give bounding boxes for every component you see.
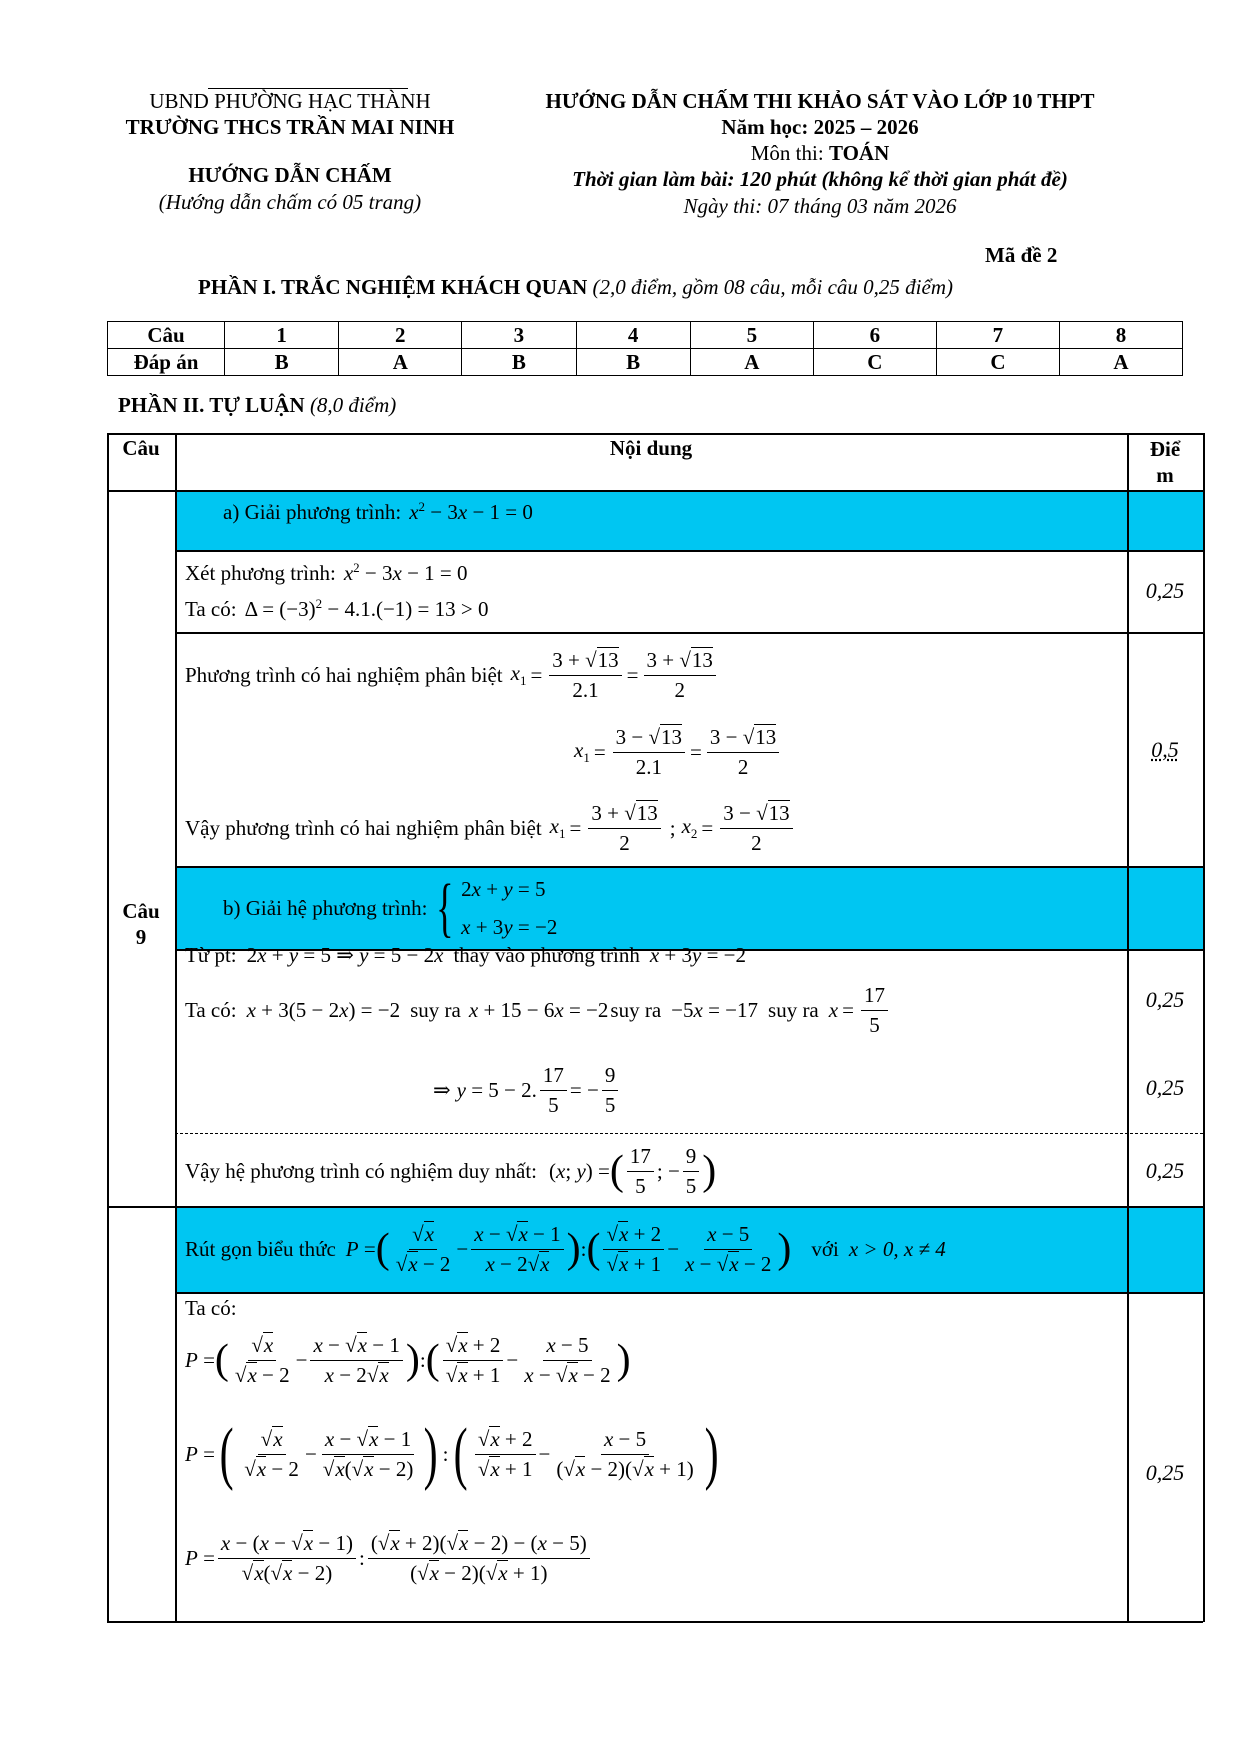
equals-sign: = (842, 997, 854, 1022)
part-b-line-4 (185, 1136, 716, 1206)
paren-icon: ) (704, 1415, 719, 1492)
part-a-line-3b (574, 714, 782, 790)
part-a-line-4-text: Vậy phương trình có hai nghiệm phân biệt (185, 815, 542, 840)
part-b-line-1 (185, 940, 746, 970)
answer-cell: A (339, 349, 462, 376)
guide-pages: (Hướng dẫn chấm có 05 trang) (158, 190, 422, 214)
equation: $x^2 - 3x - 1 = 0$ (343, 560, 468, 585)
score-a2: 0,5 (1151, 737, 1179, 762)
fraction: $\frac{√x}{√x - 2}$ (244, 1427, 299, 1481)
part-a-heading-text: a) Giải phương trình: (223, 499, 402, 524)
equation: x (828, 997, 839, 1022)
part-b-line-1-text-1: Từ pt: (185, 942, 237, 967)
fraction: $\frac{x - 5}{(√x - 2)(√x + 1)}$ (556, 1427, 694, 1481)
part2-title: PHẦN II. TỰ LUẬN (118, 393, 305, 417)
fraction: $\frac{√x + 2}{√x + 1}$ (603, 1220, 664, 1278)
minus-sign: − (456, 1236, 469, 1261)
equals-sign: = (626, 662, 639, 687)
equation: −5x = −17 (671, 997, 759, 1022)
equation: $\Delta = (-3)^2 - 4.1.(-1) = 13 > 0$ (244, 596, 489, 621)
fraction: $\frac{17}{5}$ (540, 1061, 567, 1119)
equals-sign: = (690, 739, 702, 764)
question-9-label-2: 9 (135, 925, 147, 949)
subject-value: TOÁN (828, 141, 890, 165)
answer-cell: C (813, 349, 936, 376)
minus-sign: − (506, 1347, 519, 1372)
fraction: $\frac{3 - √13}{2}$ (720, 799, 792, 857)
question-number: 6 (813, 322, 936, 349)
answer-table-header: Câu (108, 322, 225, 349)
answer-table-header: Đáp án (108, 349, 225, 376)
paren-icon: ) (424, 1415, 438, 1492)
col-header-cau: Câu (122, 436, 160, 460)
equation: P = (185, 1347, 215, 1372)
question-number: 5 (690, 322, 813, 349)
part-b-line-1-text-2: thay vào phương trình (453, 942, 640, 967)
equals-sign: = (701, 815, 714, 840)
fraction: $\frac{3 - √13}{2.1}$ (613, 723, 685, 781)
fraction: $\frac{√x}{√x - 2}$ (234, 1333, 290, 1387)
fraction: $\frac{9}{5}$ (602, 1061, 619, 1119)
implies-sign: ⇒ (433, 1077, 451, 1102)
paren-icon: ( (586, 1226, 601, 1272)
equation: $x_1$ (510, 660, 527, 689)
part-b-line-2-text-3: suy ra (610, 997, 662, 1022)
divide-sign: : (580, 1236, 587, 1261)
part-c-heading (185, 1210, 946, 1288)
part-b-heading-text: b) Giải hệ phương trình: (223, 895, 428, 920)
paren-icon: ( (214, 1337, 229, 1383)
part-c-step-1 (185, 1322, 631, 1398)
answer-cell: B (225, 349, 339, 376)
fraction: $\frac{x - 5}{x - √x - 2}$ (524, 1333, 611, 1387)
part-a-line-2 (185, 594, 488, 624)
header-right (470, 88, 1170, 220)
equation: x + 3(5 − 2x) = −2 (246, 997, 401, 1022)
part1-heading (198, 275, 953, 300)
exam-title: HƯỚNG DẪN CHẤM THI KHẢO SÁT VÀO LỚP 10 THPT (545, 89, 1095, 113)
equals-sign: = − (569, 1077, 599, 1102)
score-b3: 0,25 (1145, 1158, 1185, 1183)
equation: y = 5 − 2. (456, 1077, 537, 1102)
equation: $x_1$ (549, 813, 566, 842)
part-a-line-1 (185, 558, 468, 588)
table-border (1127, 433, 1129, 1622)
part-c-condition: x > 0, x ≠ 4 (848, 1236, 946, 1261)
answer-cell: A (1059, 349, 1182, 376)
fraction: $\frac{x - √x - 1}{x - 2√x}$ (310, 1331, 402, 1389)
equation: x + 3y = −2 (649, 942, 746, 967)
answer-table-row-questions (108, 322, 1183, 349)
paren-icon: ) (616, 1337, 631, 1383)
table-border (107, 1206, 1203, 1208)
table-border (175, 1292, 1203, 1294)
question-9-label-1: Câu (122, 899, 160, 923)
equation: $x_1$ (574, 737, 590, 766)
divide-sign: : (419, 1347, 426, 1372)
highlight-b-score (1127, 866, 1203, 949)
equation: (x; y) = (549, 1158, 610, 1183)
paren-icon: ( (375, 1226, 390, 1272)
question-number: 2 (339, 322, 462, 349)
fraction: $\frac{17}{5}$ (861, 981, 888, 1039)
equation: $x_2$ (681, 813, 698, 842)
question-number: 3 (462, 322, 576, 349)
equals-sign: = (593, 739, 606, 764)
table-border (175, 433, 177, 1622)
score-c1: 0,25 (1145, 1460, 1185, 1485)
table-border (175, 632, 1203, 634)
header-rule (208, 88, 408, 89)
col-header-score-1: Điể (1149, 437, 1181, 461)
school-year: Năm học: 2025 – 2026 (721, 115, 919, 139)
table-border (175, 866, 1203, 868)
part2-note: (8,0 điểm) (304, 393, 397, 417)
brace-icon: { (436, 871, 455, 944)
question-9-label (107, 898, 175, 950)
subject-label: Môn thi: (750, 141, 829, 165)
paren-icon: ( (609, 1148, 624, 1194)
table-divider (175, 1133, 1203, 1134)
part-c-step-2 (185, 1406, 723, 1502)
question-number: 8 (1059, 322, 1182, 349)
equation: $x^2 - 3x - 1 = 0$ (409, 499, 533, 524)
fraction: $\frac{√x + 2}{√x + 1}$ (475, 1425, 536, 1483)
col-header-content: Nội dung (609, 436, 693, 460)
fraction: $\frac{x - √x - 1}{x - 2√x}$ (471, 1220, 563, 1278)
table-border (175, 550, 1203, 552)
part2-heading (118, 393, 396, 418)
guide-title: HƯỚNG DẪN CHẤM (188, 163, 392, 187)
exam-date: Ngày thi: 07 tháng 03 năm 2026 (683, 194, 957, 218)
paren-icon: ) (405, 1337, 420, 1383)
part-c-step-3 (185, 1510, 593, 1606)
table-border (1203, 433, 1205, 1622)
fraction: $\frac{3 + √13}{2}$ (644, 646, 716, 704)
separator: ; (669, 815, 676, 840)
equation: x + 15 − 6x = −2 (468, 997, 609, 1022)
minus-sign: − (538, 1441, 551, 1466)
answer-cell: B (576, 349, 690, 376)
fraction: $\frac{√x}{√x - 2}$ (395, 1222, 451, 1276)
equation: P = (185, 1545, 215, 1570)
part-b-line-2-text-1: Ta có: (185, 997, 237, 1022)
score-b2: 0,25 (1145, 1075, 1185, 1100)
part-c-line-1: Ta có: (185, 1296, 237, 1320)
part-b-line-2-text-2: suy ra (410, 997, 461, 1022)
minus-sign: − (304, 1441, 317, 1466)
divide-sign: : (358, 1545, 365, 1570)
paren-icon: ( (425, 1337, 440, 1383)
equation: 2x + y = 5 ⇒ y = 5 − 2x (246, 942, 444, 967)
highlight-c-score (1127, 1206, 1203, 1292)
part1-note: (2,0 điểm, gồm 08 câu, mỗi câu 0,25 điểm) (587, 275, 953, 299)
question-number: 1 (225, 322, 339, 349)
part-a-heading (223, 497, 533, 527)
part-b-line-4-text: Vậy hệ phương trình có nghiệm duy nhất: (185, 1158, 538, 1183)
equals-sign: = (569, 815, 582, 840)
part-b-heading (223, 869, 557, 947)
table-border (107, 490, 1203, 492)
fraction: $\frac{3 - √13}{2}$ (707, 723, 779, 781)
exam-time: Thời gian làm bài: 120 phút (không kể thời gian phát đề) (572, 167, 1068, 191)
school-name: TRƯỜNG THCS TRẦN MAI NINH (125, 115, 455, 139)
part-a-line-3-text: Phương trình có hai nghiệm phân biệt (185, 662, 503, 687)
part-a-line-4 (185, 790, 796, 866)
fraction: $\frac{x - (x - √x - 1)}{√x(√x - 2)}$ (218, 1529, 356, 1587)
answer-cell: B (462, 349, 576, 376)
separator: ; − (656, 1158, 680, 1183)
score-b1: 0,25 (1145, 987, 1185, 1012)
answer-table-row-answers (108, 349, 1183, 376)
divide-sign: : (442, 1441, 449, 1466)
col-header-score-2: m (1156, 463, 1174, 487)
table-border (107, 433, 1203, 435)
part1-title: PHẦN I. TRẮC NGHIỆM KHÁCH QUAN (198, 275, 588, 299)
highlight-a-score (1127, 490, 1203, 550)
minus-sign: − (295, 1347, 308, 1372)
equation-system: 2x + y = 5 x + 3y = −2 (461, 877, 558, 939)
question-number: 4 (576, 322, 690, 349)
header-left (95, 88, 485, 216)
subject-line (470, 140, 1170, 166)
table-border (107, 1621, 1203, 1623)
equation: P = (345, 1236, 376, 1261)
part-b-line-2-text-4: suy ra (768, 997, 819, 1022)
equation: P = (185, 1441, 215, 1466)
fraction: $\frac{3 + √13}{2.1}$ (549, 646, 621, 704)
fraction: $\frac{x - 5}{x - √x - 2}$ (685, 1222, 772, 1276)
paren-icon: ) (777, 1226, 792, 1272)
part-a-line-1-text: Xét phương trình: (185, 560, 336, 585)
paren-icon: ( (219, 1415, 234, 1492)
paren-icon: ( (453, 1415, 468, 1492)
part-b-line-3 (433, 1052, 621, 1128)
minus-sign: − (667, 1236, 680, 1261)
part-a-line-3 (185, 637, 719, 713)
part-c-condition-label: với (811, 1236, 839, 1261)
score-a1: 0,25 (1145, 578, 1185, 603)
fraction: $\frac{(√x + 2)(√x - 2) - (x - 5)}{(√x - 2)(√x + 1)}$ (368, 1529, 590, 1587)
part-c-heading-text: Rút gọn biểu thức (185, 1236, 336, 1261)
part-a-line-2-text: Ta có: (185, 596, 237, 621)
answer-cell: C (936, 349, 1059, 376)
paren-icon: ) (702, 1148, 717, 1194)
equals-sign: = (530, 662, 543, 687)
fraction: $\frac{√x + 2}{√x + 1}$ (443, 1331, 504, 1389)
col-header-score (1127, 436, 1203, 488)
part-b-line-2 (185, 972, 891, 1048)
ubnd-name: UBND PHƯỜNG HẠC THÀNH (149, 89, 431, 113)
question-number: 7 (936, 322, 1059, 349)
exam-code: Mã đề 2 (985, 243, 1058, 267)
table-border (107, 433, 109, 1622)
answer-cell: A (690, 349, 813, 376)
fraction: $\frac{x - √x - 1}{√x(√x - 2)}$ (322, 1427, 414, 1481)
answer-table (107, 321, 1183, 376)
fraction: $\frac{3 + √13}{2}$ (588, 799, 660, 857)
paren-icon: ) (566, 1226, 581, 1272)
fraction: $\frac{9}{5}$ (683, 1142, 700, 1200)
fraction: $\frac{17}{5}$ (627, 1142, 654, 1200)
